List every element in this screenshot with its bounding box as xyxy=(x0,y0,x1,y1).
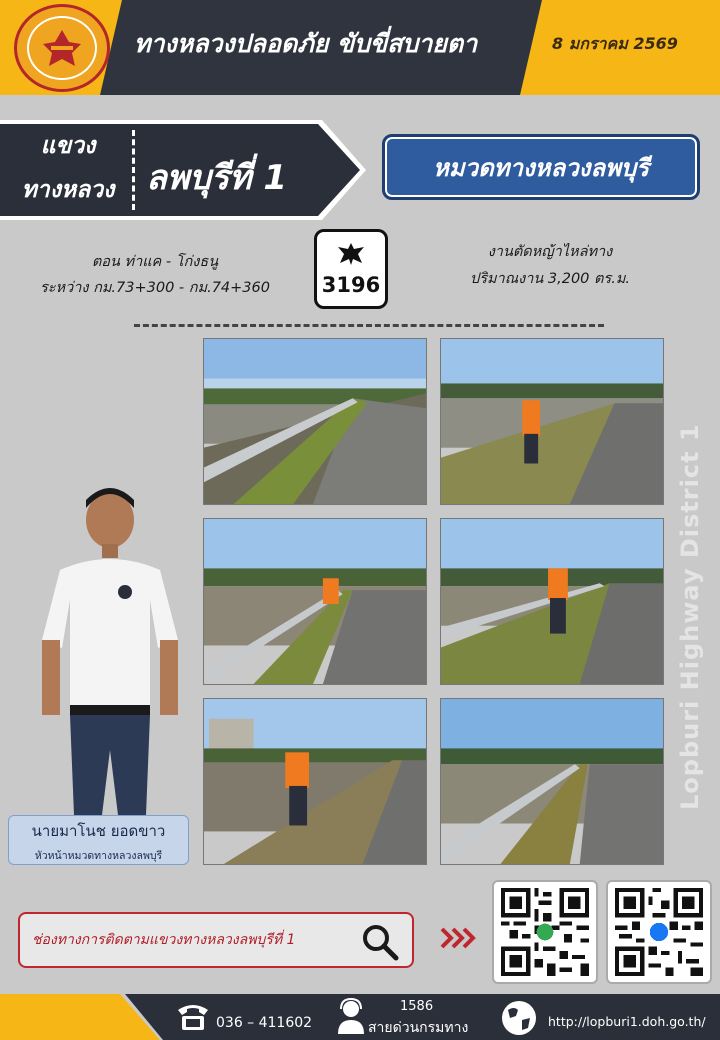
search-icon xyxy=(360,922,400,962)
work-photo-5 xyxy=(203,698,427,865)
work-photo-2 xyxy=(440,338,664,505)
telephone-icon xyxy=(176,1002,210,1032)
double-chevron-right-icon xyxy=(440,926,480,950)
official-portrait xyxy=(30,480,190,820)
district-divider xyxy=(132,130,135,210)
garuda-icon xyxy=(336,241,366,267)
hotline-label: สายด่วนกรมทาง xyxy=(368,1020,469,1036)
route-number-badge xyxy=(314,229,388,309)
map-qr-code[interactable] xyxy=(492,880,598,984)
work-photo-1 xyxy=(203,338,427,505)
date-label: 8 มกราคม 2569 xyxy=(552,34,678,53)
work-title: งานตัดหญ้าไหล่ทาง xyxy=(487,244,613,260)
globe-icon xyxy=(500,1000,538,1036)
hotline-agent-icon xyxy=(336,998,366,1034)
emblem-icon xyxy=(37,26,87,70)
work-photo-3 xyxy=(203,518,427,685)
district-label-line2: ทางหลวง xyxy=(21,177,115,203)
district-label-line1: แขวง xyxy=(40,133,96,159)
section-segment: ตอน ท่าแค - โก่งธนู xyxy=(91,254,219,270)
website-link[interactable]: http://lopburi1.doh.go.th/ xyxy=(548,1014,706,1029)
work-quantity: ปริมาณงาน 3,200 ตร.ม. xyxy=(470,271,630,287)
official-role: หัวหน้าหมวดทางหลวงลพบุรี xyxy=(34,850,163,862)
follow-channels-text: ช่องทางการติดตามแขวงทางหลวงลพบุรีที่ 1 xyxy=(32,932,296,948)
section-km-range: ระหว่าง กม.73+300 - กม.74+360 xyxy=(39,280,270,296)
page-title: ทางหลวงปลอดภัย ขับขี่สบายตา xyxy=(134,29,478,58)
district-name: ลพบุรีที่ 1 xyxy=(146,158,287,198)
official-name: นายมาโนช ยอดขาว xyxy=(31,822,166,840)
department-of-highways-logo xyxy=(14,4,110,92)
official-name-card xyxy=(8,815,189,865)
route-number: 3196 xyxy=(321,273,381,297)
section-divider xyxy=(134,324,604,327)
follow-channels-bar[interactable] xyxy=(18,912,414,968)
unit-name: หมวดทางหลวงลพบุรี xyxy=(432,153,650,182)
work-photo-4 xyxy=(440,518,664,685)
facebook-qr-code[interactable] xyxy=(606,880,712,984)
contact-phone[interactable]: 036 – 411602 xyxy=(216,1015,313,1031)
unit-badge xyxy=(382,134,700,200)
district-watermark: Lopburi Highway District 1 xyxy=(676,423,704,810)
work-photo-6 xyxy=(440,698,664,865)
hotline-number[interactable]: 1586 xyxy=(400,999,434,1014)
